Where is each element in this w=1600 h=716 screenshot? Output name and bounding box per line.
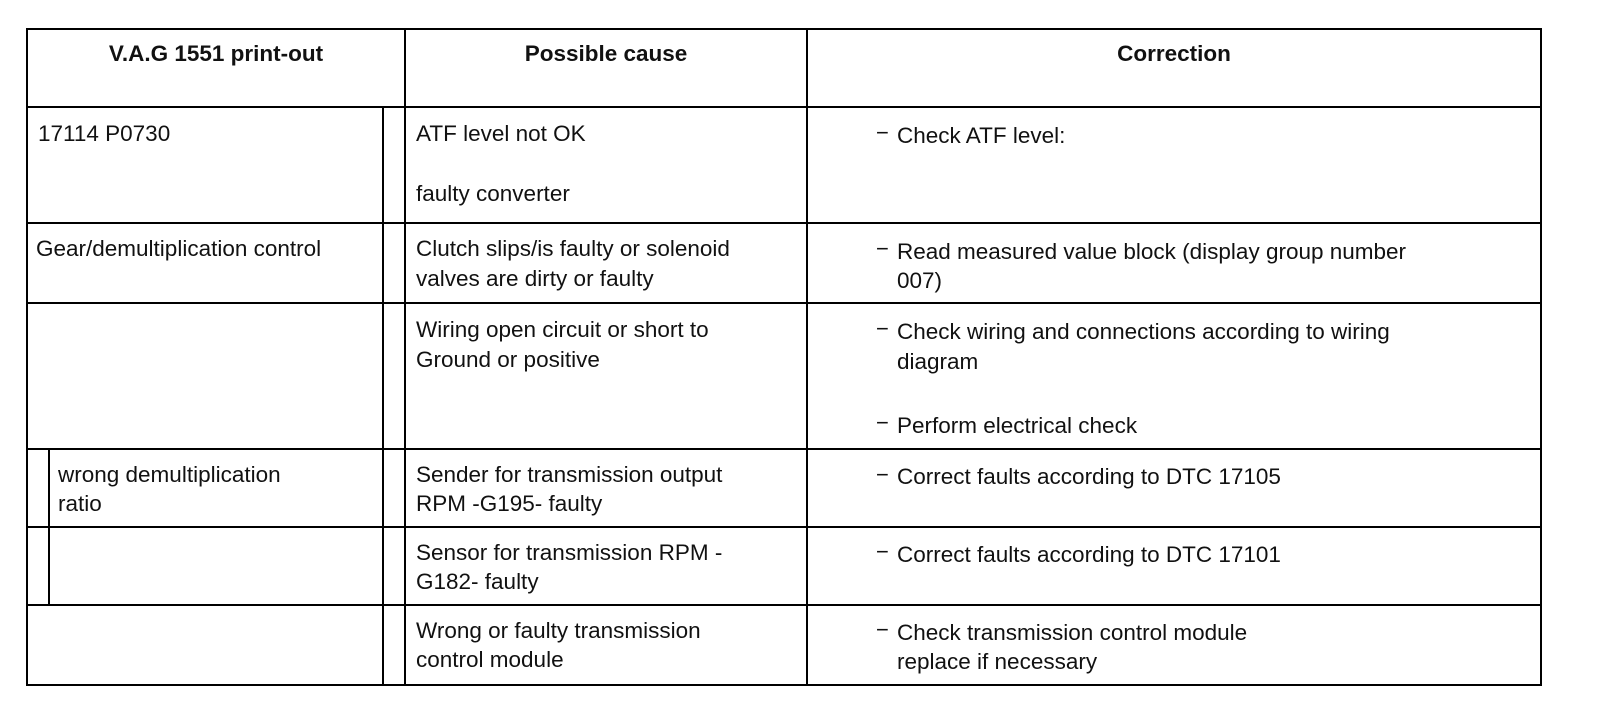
cause-cell: faulty converter xyxy=(416,181,570,206)
bullet-dash: − xyxy=(876,617,889,642)
printout-cell: 17114 P0730 xyxy=(38,121,171,146)
bullet-dash: − xyxy=(876,410,889,435)
cause-cell: Clutch slips/is faulty or solenoid xyxy=(416,236,730,261)
cause-cell: control module xyxy=(416,647,564,672)
bullet-dash: − xyxy=(876,462,889,487)
correction-cell: Correct faults according to DTC 17101 xyxy=(897,542,1281,567)
correction-cell: Correct faults according to DTC 17105 xyxy=(897,464,1281,489)
printout-cell: wrong demultiplication xyxy=(58,462,281,487)
cause-cell: RPM -G195- faulty xyxy=(416,491,603,516)
column-divider xyxy=(806,28,808,686)
diagnostic-table xyxy=(26,28,1542,686)
cause-cell: Ground or positive xyxy=(416,347,600,372)
printout-indent-bar xyxy=(48,448,50,606)
header-cause: Possible cause xyxy=(524,41,688,66)
correction-cell: Check wiring and connections according to wiring xyxy=(897,319,1390,344)
cause-cell: G182- faulty xyxy=(416,569,539,594)
cause-cell: Sender for transmission output xyxy=(416,462,723,487)
correction-cell: Check ATF level: xyxy=(897,123,1066,148)
correction-cell: diagram xyxy=(897,349,979,374)
cause-cell: Sensor for transmission RPM - xyxy=(416,540,723,565)
row-divider xyxy=(26,526,1542,528)
bullet-dash: − xyxy=(876,120,889,145)
correction-cell: Perform electrical check xyxy=(897,413,1138,438)
row-divider xyxy=(26,448,1542,450)
cause-cell: valves are dirty or faulty xyxy=(416,266,654,291)
cause-cell: Wrong or faulty transmission xyxy=(416,618,701,643)
header-divider xyxy=(26,106,1542,108)
row-divider xyxy=(26,302,1542,304)
row-divider xyxy=(26,222,1542,224)
printout-cell: Gear/demultiplication control xyxy=(36,236,322,261)
printout-cell: ratio xyxy=(58,491,102,516)
cause-cell: ATF level not OK xyxy=(416,121,586,146)
bullet-dash: − xyxy=(876,236,889,261)
correction-cell: Read measured value block (display group number xyxy=(897,239,1407,264)
header-correction: Correction xyxy=(1117,41,1231,66)
bullet-dash: − xyxy=(876,316,889,341)
column-divider xyxy=(404,28,406,686)
cause-cell: Wiring open circuit or short to xyxy=(416,317,709,342)
correction-cell: replace if necessary xyxy=(897,649,1098,674)
row-divider xyxy=(26,604,1542,606)
correction-cell: 007) xyxy=(897,268,943,293)
header-printout: V.A.G 1551 print-out xyxy=(108,41,324,66)
bullet-dash: − xyxy=(876,539,889,564)
correction-cell: Check transmission control module xyxy=(897,620,1248,645)
printout-indent-bar xyxy=(382,106,384,686)
